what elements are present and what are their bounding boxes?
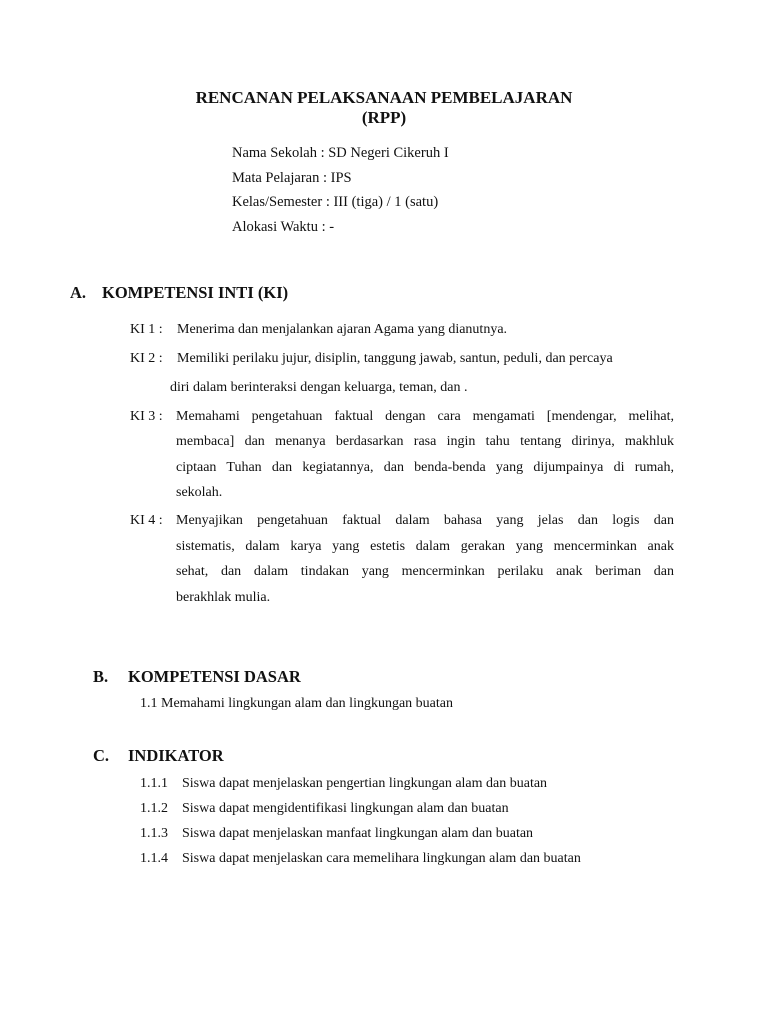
- section-a-letter: A.: [70, 283, 87, 302]
- indikator-text: Siswa dapat menjelaskan manfaat lingkungan alam dan buatan: [182, 826, 534, 841]
- indikator-number: 1.1.2: [140, 801, 168, 816]
- indikator-number: 1.1.3: [140, 826, 168, 841]
- section-b-title: KOMPETENSI DASAR: [128, 667, 301, 686]
- ki3-line: Memahami pengetahuan faktual dengan cara mengamati [mendengar, melihat,: [176, 409, 674, 424]
- meta-mapel: Mata Pelajaran : IPS: [232, 170, 352, 186]
- meta-sekolah: Nama Sekolah : SD Negeri Cikeruh I: [232, 145, 449, 161]
- ki4-line: berakhlak mulia.: [176, 590, 271, 605]
- meta-kelas: Kelas/Semester : III (tiga) / 1 (satu): [232, 194, 439, 210]
- indikator-number: 1.1.1: [140, 776, 168, 791]
- kd-item: 1.1 Memahami lingkungan alam dan lingkungan buatan: [140, 696, 453, 711]
- ki2-line: diri dalam berinteraksi dengan keluarga, teman, dan .: [170, 380, 468, 395]
- indikator-number: 1.1.4: [140, 851, 168, 866]
- ki1-label: KI 1 :: [130, 322, 163, 337]
- ki4-line: sistematis, dalam karya yang estetis dalam gerakan yang mencerminkan anak: [176, 539, 674, 554]
- ki2-label: KI 2 :: [130, 351, 163, 366]
- ki3-line: ciptaan Tuhan dan kegiatannya, dan benda-benda yang dijumpainya di rumah,: [176, 460, 674, 475]
- section-a-title: KOMPETENSI INTI (KI): [102, 283, 289, 302]
- section-b-letter: B.: [93, 667, 109, 686]
- meta-alokasi: Alokasi Waktu : -: [232, 219, 335, 235]
- indikator-text: Siswa dapat menjelaskan cara memelihara lingkungan alam dan buatan: [182, 851, 581, 866]
- ki4-label: KI 4 :: [130, 513, 163, 528]
- ki4-line: Menyajikan pengetahuan faktual dalam bahasa yang jelas dan logis dan: [176, 513, 674, 528]
- indikator-text: Siswa dapat mengidentifikasi lingkungan alam dan buatan: [182, 801, 509, 816]
- section-c-letter: C.: [93, 746, 110, 765]
- indikator-text: Siswa dapat menjelaskan pengertian lingkungan alam dan buatan: [182, 776, 548, 791]
- ki1-line: Menerima dan menjalankan ajaran Agama yang dianutnya.: [177, 322, 508, 337]
- ki2-line: Memiliki perilaku jujur, disiplin, tanggung jawab, santun, peduli, dan percaya: [177, 351, 613, 366]
- ki3-line: membaca] dan menanya berdasarkan rasa ingin tahu tentang dirinya, makhluk: [176, 434, 674, 449]
- ki4-line: sehat, dan dalam tindakan yang mencerminkan perilaku anak beriman dan: [176, 564, 674, 579]
- ki3-label: KI 3 :: [130, 409, 163, 424]
- doc-title: RENCANAN PELAKSANAAN PEMBELAJARAN: [195, 88, 573, 107]
- doc-subtitle: (RPP): [361, 108, 407, 127]
- section-c-title: INDIKATOR: [128, 746, 224, 765]
- ki3-line: sekolah.: [176, 485, 223, 500]
